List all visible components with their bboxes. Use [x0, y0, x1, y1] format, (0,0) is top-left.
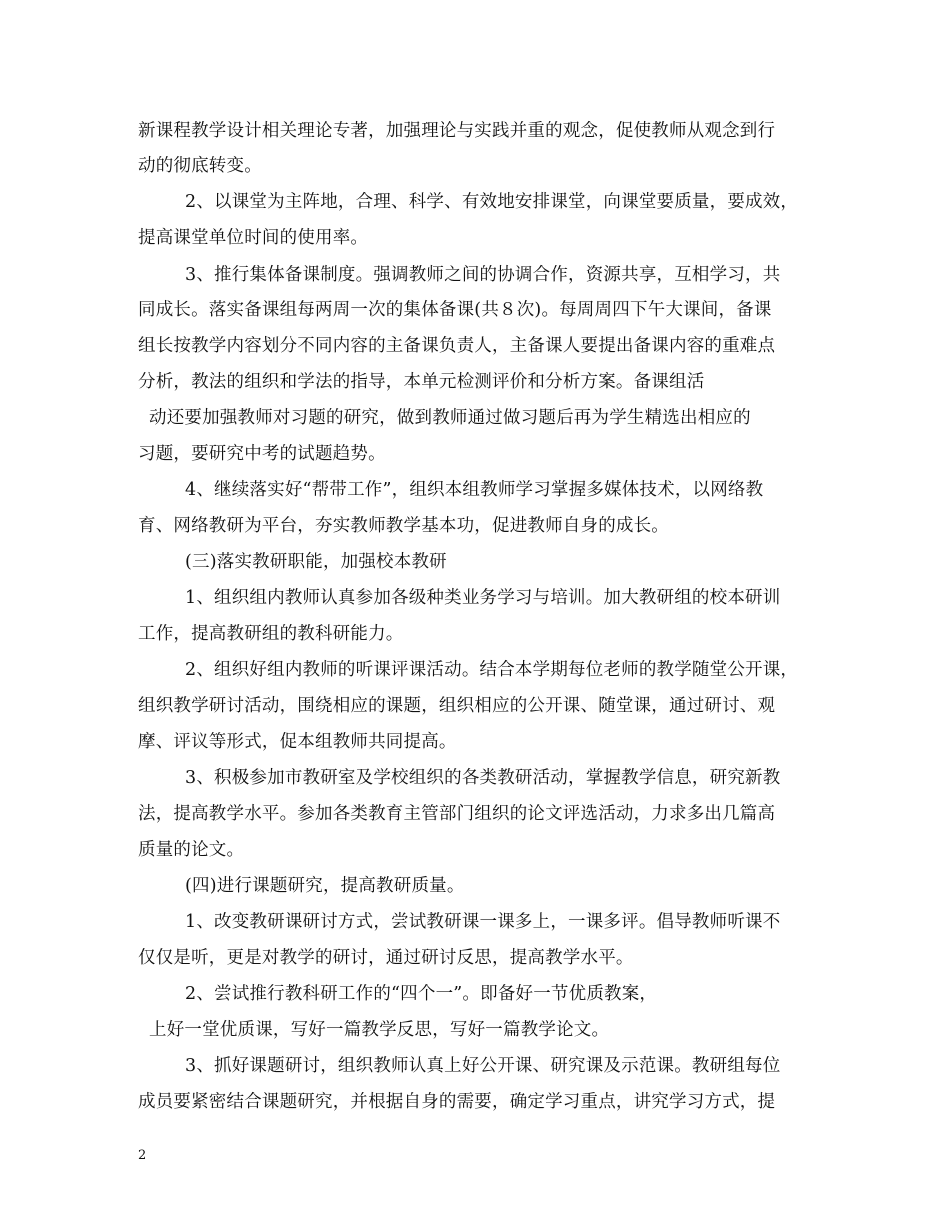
- text-line: 法，提高教学水平。参加各类教育主管部门组织的论文评选活动，力求多出几篇高: [138, 804, 776, 824]
- text-line: 1、组织组内教师认真参加各级种类业务学习与培训。加大教研组的校本研训: [185, 588, 781, 608]
- text-line: 质量的论文。: [138, 840, 245, 860]
- section-heading: (四)进行课题研究，提高教研质量。: [185, 876, 465, 896]
- text-line: 2、组织好组内教师的听课评课活动。结合本学期每位老师的教学随堂公开课，: [185, 660, 799, 680]
- text-line: 2、尝试推行教科研工作的“四个一”。即备好一节优质教案，: [185, 984, 658, 1004]
- section-heading: (三)落实教研职能，加强校本教研: [185, 552, 447, 572]
- text-line: 动的彻底转变。: [138, 156, 262, 176]
- text-line: 4、继续落实好“帮带工作”，组织本组教师学习掌握多媒体技术，以网络教: [185, 480, 764, 500]
- text-line: 分析，教法的组织和学法的指导，本单元检测评价和分析方案。备课组活: [138, 372, 705, 392]
- text-line: 提高课堂单位时间的使用率。: [138, 228, 369, 248]
- text-line: 摩、评议等形式，促本组教师共同提高。: [138, 732, 457, 752]
- text-line: 组织教学研讨活动，围绕相应的课题，组织相应的公开课、随堂课，通过研讨、观: [138, 696, 776, 716]
- text-line: 新课程教学设计相关理论专著，加强理论与实践并重的观念，促使教师从观念到行: [138, 121, 776, 141]
- text-line: 仅仅是听，更是对教学的研讨，通过研讨反思，提高教学水平。: [138, 948, 634, 968]
- text-line: 组长按教学内容划分不同内容的主备课负责人，主备课人要提出备课内容的重难点: [138, 336, 776, 356]
- text-line: 成员要紧密结合课题研究，并根据自身的需要，确定学习重点，讲究学习方式，提: [138, 1092, 776, 1112]
- text-line: 2、以课堂为主阵地，合理、科学、有效地安排课堂，向课堂要质量，要成效，: [185, 192, 799, 212]
- text-line: 上好一堂优质课，写好一篇教学反思，写好一篇教学论文。: [149, 1020, 610, 1040]
- text-line: 3、推行集体备课制度。强调教师之间的协调合作，资源共享，互相学习，共: [185, 265, 781, 285]
- text-line: 1、改变教研课研讨方式，尝试教研课一课多上，一课多评。倡导教师听课不: [185, 912, 781, 932]
- text-line: 3、抓好课题研讨，组织教师认真上好公开课、研究课及示范课。教研组每位: [185, 1056, 781, 1076]
- page-number: 2: [138, 1148, 147, 1163]
- text-line: 同成长。落实备课组每两周一次的集体备课(共８次)。每周周四下午大课间，备课: [138, 300, 772, 320]
- text-line: 3、积极参加市教研室及学校组织的各类教研活动，掌握教学信息，研究新教: [185, 768, 781, 788]
- text-line: 工作，提高教研组的教科研能力。: [138, 624, 404, 644]
- text-line: 育、网络教研为平台，夯实教师教学基本功，促进教师自身的成长。: [138, 516, 669, 536]
- text-line: 习题，要研究中考的试题趋势。: [138, 444, 386, 464]
- text-line: 动还要加强教师对习题的研究，做到教师通过做习题后再为学生精选出相应的: [149, 408, 751, 428]
